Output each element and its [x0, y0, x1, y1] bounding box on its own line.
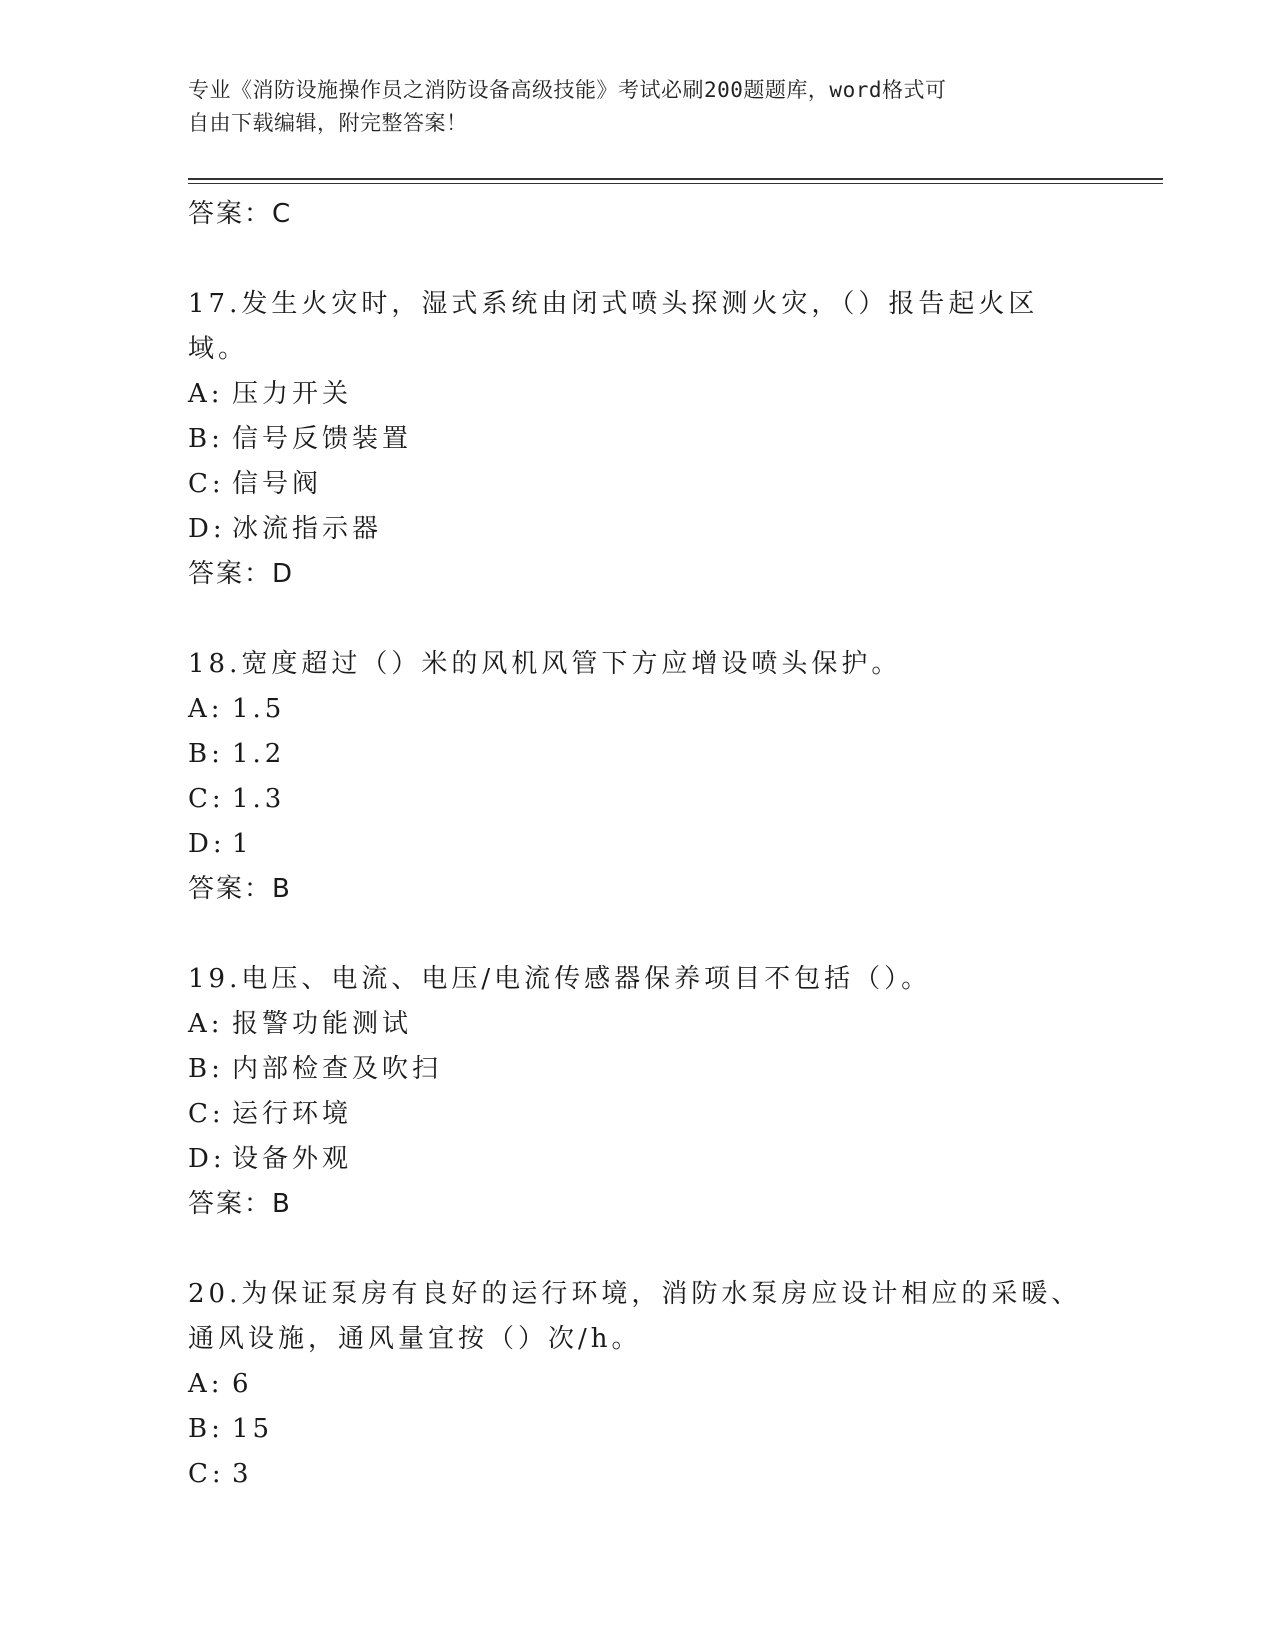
document-header — [188, 74, 1078, 140]
option-c — [188, 1452, 1088, 1497]
option-text: 信号阀 — [232, 469, 323, 499]
option-text: 冰流指示器 — [232, 514, 383, 544]
option-key: B: — [188, 424, 224, 454]
option-text: 报警功能测试 — [232, 1009, 413, 1039]
answer-label: 答案：B — [188, 874, 292, 904]
option-c — [188, 1092, 1088, 1137]
option-text: 6 — [232, 1369, 253, 1399]
option-text: 压力开关 — [232, 379, 353, 409]
question-text: 19.电压、电流、电压/电流传感器保养项目不包括（）。 — [188, 964, 932, 994]
answer-label: 答案：C — [188, 199, 293, 229]
option-a — [188, 1362, 1088, 1407]
option-key: D: — [188, 829, 226, 859]
option-text: 1.5 — [232, 694, 286, 724]
option-key: A: — [188, 1369, 224, 1399]
question-block — [188, 282, 1088, 596]
option-b — [188, 1407, 1088, 1452]
option-key: B: — [188, 739, 224, 769]
answer-label: 答案：B — [188, 1189, 292, 1219]
option-b — [188, 417, 1088, 462]
header-line-1: 专业《消防设施操作员之消防设备高级技能》考试必刷200题题库，word格式可 — [188, 78, 947, 102]
option-text: 内部检查及吹扫 — [232, 1054, 443, 1084]
question-block — [188, 957, 1088, 1226]
question-text: 18.宽度超过（）米的风机风管下方应增设喷头保护。 — [188, 649, 902, 679]
question-text: 17.发生火灾时，湿式系统由闭式喷头探测火灾，（）报告起火区域。 — [188, 289, 1039, 364]
option-text: 15 — [232, 1414, 274, 1444]
option-a — [188, 687, 1088, 732]
option-text: 1.2 — [232, 739, 286, 769]
option-key: D: — [188, 1144, 226, 1174]
option-key: A: — [188, 694, 224, 724]
header-line-2: 自由下载编辑，附完整答案！ — [188, 111, 468, 135]
header-divider-thin — [188, 183, 1163, 184]
option-b — [188, 732, 1088, 777]
option-key: C: — [188, 469, 225, 499]
question-block — [188, 642, 1088, 911]
option-c — [188, 777, 1088, 822]
option-a — [188, 372, 1088, 417]
option-d — [188, 507, 1088, 552]
option-key: A: — [188, 1009, 224, 1039]
option-d — [188, 822, 1088, 867]
option-key: C: — [188, 1459, 225, 1489]
answer-label: 答案：D — [188, 559, 295, 589]
question-text: 20.为保证泵房有良好的运行环境，消防水泵房应设计相应的采暖、通风设施，通风量宜按（）次/h。 — [188, 1279, 1082, 1354]
question-block — [188, 1272, 1088, 1497]
header-divider-thick — [188, 178, 1163, 180]
option-a — [188, 1002, 1088, 1047]
option-key: C: — [188, 784, 225, 814]
option-key: B: — [188, 1054, 224, 1084]
option-b — [188, 1047, 1088, 1092]
option-c — [188, 462, 1088, 507]
option-key: A: — [188, 379, 224, 409]
option-key: C: — [188, 1099, 225, 1129]
option-text: 1.3 — [232, 784, 286, 814]
option-text: 信号反馈装置 — [232, 424, 413, 454]
question-list — [188, 192, 1088, 1497]
option-key: D: — [188, 514, 226, 544]
option-key: B: — [188, 1414, 224, 1444]
option-text: 设备外观 — [232, 1144, 353, 1174]
option-text: 3 — [232, 1459, 253, 1489]
option-text: 运行环境 — [232, 1099, 353, 1129]
option-d — [188, 1137, 1088, 1182]
option-text: 1 — [232, 829, 253, 859]
